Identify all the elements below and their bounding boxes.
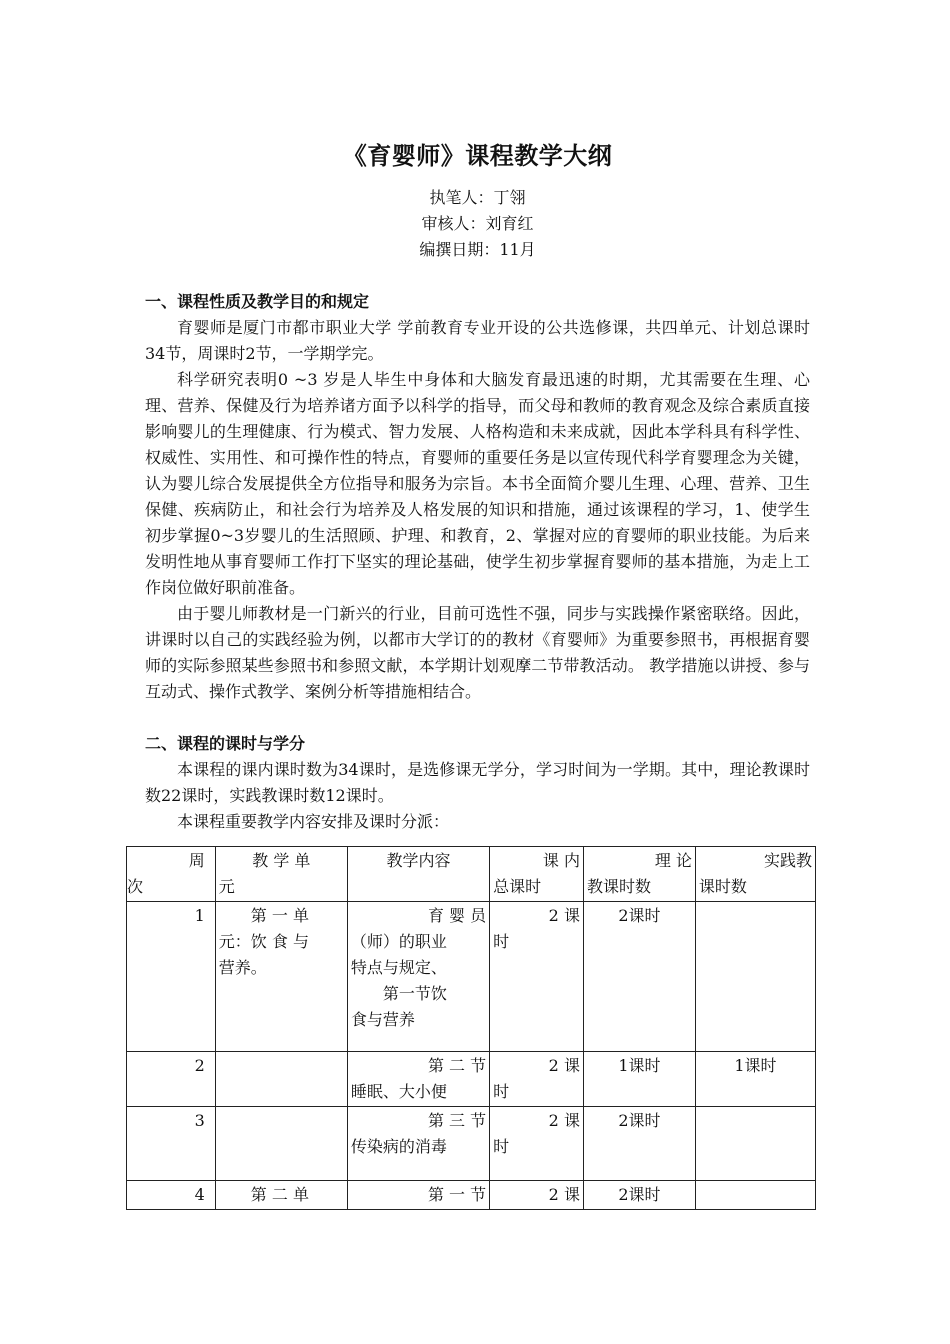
cell-unit-line: 营养。 [218, 958, 267, 977]
cell-practice [695, 1107, 815, 1181]
section1-paragraph-3: 由于婴儿师教材是一门新兴的行业，目前可选性不强，同步与实践操作紧密联络。因此，讲课时以自己的实践经验为例，以都市大学订的的教材《育婴师》为重要参照书，再根据育婴师的实际参照某些参照书和参照文献，本学期计划观摩二节带教活动。 教学措施以讲授、参与互动式、操作式教学、案例分析等措施相结合。 [145, 604, 810, 701]
cell-content [347, 902, 489, 1052]
section1-paragraph-2: 科学研究表明0 ~3 岁是人毕生中身体和大脑发育最迅速的时期，尤其需要在生理、心理、营养、保健及行为培养诸方面予以科学的指导，而父母和教师的教育观念及综合素质直接影响婴儿的生理健康、行为模式、智力发展、人格构造和未来成就，因此本学科具有科学性、权威性、实用性、和可操作性的特点，育婴师的重要任务是以宣传现代科学育婴理念为关键，认为婴儿综合发展提供全方位指导和服务为宗旨。本书全面简介婴儿生理、心理、营养、卫生保健、疾病防止，和社会行为培养及人格发展的知识和措施，通过该课程的学习，1、使学生初步掌握0~3岁婴儿的生活照顾、护理、和教育，2、掌握对应的育婴师的职业技能。为后来发明性地从事育婴师工作打下坚实的理论基础，使学生初步掌握育婴师的基本措施，为走上工作岗位做好职前准备。 [145, 370, 810, 597]
doc-reviewer: 审核人：刘育红 [421, 214, 534, 233]
section1-paragraph-1: 育婴师是厦门市都市职业大学 学前教育专业开设的公共选修课，共四单元、计划总课时34节，周课时2节，一学期学完。 [145, 318, 810, 363]
cell-week: 3 [127, 1107, 216, 1181]
header-total [490, 847, 584, 902]
cell-content [347, 1181, 489, 1210]
cell-content-line: 育 婴 员 [427, 906, 487, 925]
cell-total-line: 2 课 [548, 1185, 580, 1204]
doc-title: 《育婴师》课程教学大纲 [342, 141, 613, 170]
header-unit [215, 847, 347, 902]
cell-total [490, 902, 584, 1052]
header-theory-line2: 教课时数 [586, 877, 651, 896]
cell-week: 4 [127, 1181, 216, 1210]
cell-total-line: 时 [493, 932, 510, 951]
header-content [347, 847, 489, 902]
header-theory-line1: 理 论 [654, 851, 692, 870]
cell-unit-line: 元：饮 食 与 [218, 932, 309, 951]
cell-content-line: 第一节饮 [382, 984, 447, 1003]
header-theory [583, 847, 695, 902]
cell-week: 2 [127, 1052, 216, 1107]
cell-theory: 2课时 [583, 902, 695, 1052]
cell-total-line: 2 课 [548, 1056, 580, 1075]
cell-unit [215, 902, 347, 1052]
table-row [127, 902, 816, 1052]
header-week [127, 847, 216, 902]
cell-practice [695, 902, 815, 1052]
doc-author: 执笔人：丁翎 [429, 188, 526, 207]
header-unit-line1: 教 学 单 [252, 851, 311, 870]
cell-unit-line: 第 一 单 [250, 906, 309, 925]
cell-total [490, 1107, 584, 1181]
header-content-line1: 教学内容 [386, 851, 451, 870]
cell-content-line: （师）的职业 [350, 932, 447, 951]
header-unit-line2: 元 [218, 877, 235, 896]
cell-total-line: 2 课 [548, 906, 580, 925]
cell-unit [215, 1181, 347, 1210]
document-page [145, 130, 810, 835]
cell-total [490, 1181, 584, 1210]
cell-content-line: 第 三 节 [427, 1111, 487, 1130]
schedule-table [126, 846, 816, 1210]
cell-unit-line: 第 二 单 [250, 1185, 309, 1204]
cell-content-line: 食与营养 [350, 1010, 415, 1029]
cell-total-line: 时 [493, 1137, 510, 1156]
table-row [127, 1052, 816, 1107]
cell-practice [695, 1181, 815, 1210]
cell-unit [215, 1107, 347, 1181]
doc-date: 编撰日期：11月 [419, 240, 536, 259]
cell-total [490, 1052, 584, 1107]
header-week-line2: 次 [127, 877, 144, 896]
header-week-line1: 周 [188, 851, 205, 870]
table-row [127, 1107, 816, 1181]
header-practice-line1: 实践教 [763, 851, 812, 870]
cell-content [347, 1107, 489, 1181]
cell-total-line: 时 [493, 1082, 510, 1101]
header-practice-line2: 课时数 [698, 877, 747, 896]
cell-theory: 2课时 [583, 1181, 695, 1210]
cell-content-line: 传染病的消毒 [350, 1137, 447, 1156]
header-total-line1: 课 内 [542, 851, 580, 870]
header-practice [695, 847, 815, 902]
section2-paragraph-2: 本课程重要教学内容安排及课时分派： [177, 812, 450, 831]
cell-total-line: 2 课 [548, 1111, 580, 1130]
section1-heading: 一、课程性质及教学目的和规定 [145, 292, 370, 311]
cell-content-line: 第 一 节 [427, 1185, 487, 1204]
cell-week: 1 [127, 902, 216, 1052]
section2-paragraph-1: 本课程的课内课时数为34课时，是选修课无学分，学习时间为一学期。其中，理论教课时数22课时，实践教课时数12课时。 [145, 760, 810, 805]
cell-practice: 1课时 [695, 1052, 815, 1107]
cell-content-line: 特点与规定、 [350, 958, 447, 977]
cell-content-line: 第 二 节 [427, 1056, 487, 1075]
cell-theory: 2课时 [583, 1107, 695, 1181]
cell-content [347, 1052, 489, 1107]
cell-content-line: 睡眠、大小便 [350, 1082, 447, 1101]
cell-theory: 1课时 [583, 1052, 695, 1107]
table-header-row [127, 847, 816, 902]
header-total-line2: 总课时 [493, 877, 542, 896]
section2-heading: 二、课程的课时与学分 [145, 734, 306, 753]
table-row [127, 1181, 816, 1210]
cell-unit [215, 1052, 347, 1107]
